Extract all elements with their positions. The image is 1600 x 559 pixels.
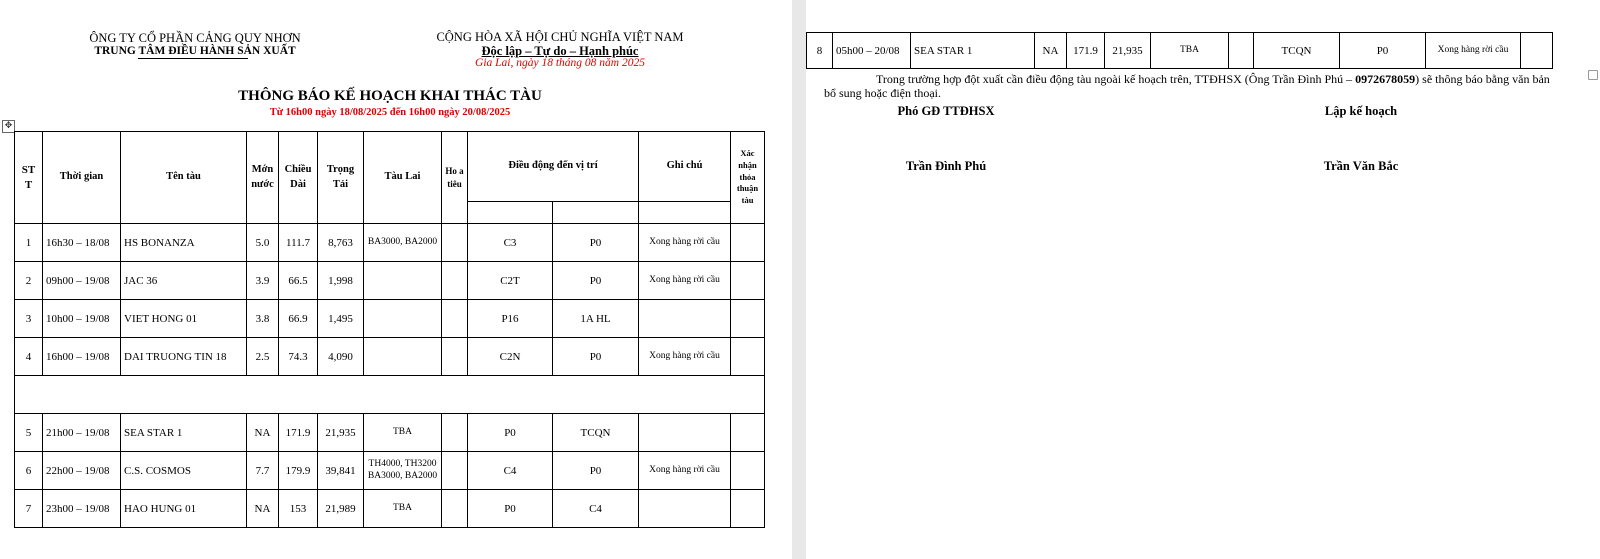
org-department: TRUNG TÂM ĐIỀU HÀNH SẢN XUẤT <box>94 45 296 57</box>
cell-tug: BA3000, BA2000 <box>364 224 442 262</box>
cell-time: 10h00 – 19/08 <box>43 300 121 338</box>
cell-length: 171.9 <box>1067 33 1105 69</box>
table-move-handle-icon[interactable]: ✥ <box>2 120 15 133</box>
table-row <box>15 414 765 452</box>
cell-from: P16 <box>468 300 553 338</box>
cell-from: C2T <box>468 262 553 300</box>
cell-draft: NA <box>247 490 279 528</box>
cell-stt: 3 <box>15 300 43 338</box>
cell-time: 09h00 – 19/08 <box>43 262 121 300</box>
subheader-from <box>468 202 553 224</box>
col-vessel: Tên tàu <box>121 132 247 224</box>
cell-tug: TBA <box>1151 33 1229 69</box>
cell-vessel: C.S. COSMOS <box>121 452 247 490</box>
cell-pilot <box>442 262 468 300</box>
table-row <box>15 224 765 262</box>
cell-note: Xong hàng rời cầu <box>639 224 731 262</box>
cell-confirm <box>1521 33 1553 69</box>
cell-length: 153 <box>279 490 318 528</box>
cell-stt: 1 <box>15 224 43 262</box>
cell-to: P0 <box>553 452 639 490</box>
cell-stt: 6 <box>15 452 43 490</box>
cell-dwt: 21,935 <box>1105 33 1151 69</box>
document-title: THÔNG BÁO KẾ HOẠCH KHAI THÁC TÀU <box>238 88 542 104</box>
cell-confirm <box>731 262 765 300</box>
cell-confirm <box>731 224 765 262</box>
blank-separator-cell <box>15 376 765 414</box>
footer-note-text-before: Trong trường hợp đột xuất cần điều động tàu ngoài kế hoạch trên, TTĐHSX (Ông Trần Đình Phú – <box>876 72 1356 86</box>
cell-to: P0 <box>553 262 639 300</box>
table-row <box>15 262 765 300</box>
document-subtitle: Từ 16h00 ngày 18/08/2025 đến 16h00 ngày 20/08/2025 <box>269 107 511 118</box>
cell-length: 171.9 <box>279 414 318 452</box>
cell-pilot <box>442 300 468 338</box>
cell-vessel: JAC 36 <box>121 262 247 300</box>
cell-time: 23h00 – 19/08 <box>43 490 121 528</box>
cell-vessel: HS BONANZA <box>121 224 247 262</box>
cell-stt: 8 <box>807 33 833 69</box>
cell-to: P0 <box>1340 33 1426 69</box>
footer-note-text-after: ) sẽ thông báo bằng văn bản bổ sung hoặc điện thoại. <box>824 72 1550 101</box>
col-tug: Tàu Lai <box>364 132 442 224</box>
cell-draft: 3.9 <box>247 262 279 300</box>
col-dwt: Trọng Tải <box>318 132 364 224</box>
cell-note: Xong hàng rời cầu <box>639 262 731 300</box>
cell-confirm <box>731 490 765 528</box>
cell-note: Xong hàng rời cầu <box>639 452 731 490</box>
cell-dwt: 21,935 <box>318 414 364 452</box>
cell-time: 16h30 – 18/08 <box>43 224 121 262</box>
cell-time: 21h00 – 19/08 <box>43 414 121 452</box>
cell-confirm <box>731 414 765 452</box>
schedule-table-continued <box>806 32 1553 69</box>
table-row <box>15 452 765 490</box>
cell-from: P0 <box>468 490 553 528</box>
cell-tug: TBA <box>364 490 442 528</box>
table-row-blank <box>15 376 765 414</box>
cell-draft: NA <box>1035 33 1067 69</box>
cell-time: 22h00 – 19/08 <box>43 452 121 490</box>
cell-draft: NA <box>247 414 279 452</box>
cell-dwt: 21,989 <box>318 490 364 528</box>
cell-vessel: HAO HUNG 01 <box>121 490 247 528</box>
cell-length: 111.7 <box>279 224 318 262</box>
table-row <box>15 300 765 338</box>
cell-draft: 5.0 <box>247 224 279 262</box>
nation-title: CỘNG HÒA XÃ HỘI CHỦ NGHĨA VIỆT NAM <box>436 30 684 44</box>
table-row <box>15 338 765 376</box>
cell-draft: 3.8 <box>247 300 279 338</box>
cell-dwt: 4,090 <box>318 338 364 376</box>
cell-time: 05h00 – 20/08 <box>833 33 911 69</box>
cell-pilot <box>442 338 468 376</box>
cell-to: 1A HL <box>553 300 639 338</box>
document-page-1 <box>0 0 792 559</box>
col-time: Thời gian <box>43 132 121 224</box>
footer-note-phone: 0972678059 <box>1355 72 1416 86</box>
signature-right-title: Lập kế hoạch <box>1324 104 1398 118</box>
col-pilot: Ho a tiêu <box>442 132 468 224</box>
cell-tug <box>364 338 442 376</box>
cell-note <box>639 300 731 338</box>
cell-to: TCQN <box>553 414 639 452</box>
cell-vessel: SEA STAR 1 <box>911 33 1035 69</box>
nation-motto: Độc lập – Tự do – Hạnh phúc <box>481 44 639 58</box>
cell-draft: 2.5 <box>247 338 279 376</box>
cell-length: 179.9 <box>279 452 318 490</box>
cell-tug <box>364 262 442 300</box>
cell-draft: 7.7 <box>247 452 279 490</box>
cell-to: P0 <box>553 224 639 262</box>
col-note: Ghi chú <box>639 132 731 202</box>
cell-length: 74.3 <box>279 338 318 376</box>
subheader-to <box>553 202 639 224</box>
col-move-to: Điều động đến vị trí <box>468 132 639 202</box>
cell-vessel: VIET HONG 01 <box>121 300 247 338</box>
signature-right-name: Trần Văn Bắc <box>1323 159 1399 173</box>
signature-left-title: Phó GĐ TTĐHSX <box>897 104 995 118</box>
cell-dwt: 39,841 <box>318 452 364 490</box>
cell-confirm <box>731 452 765 490</box>
table-resize-handle-icon[interactable] <box>1588 70 1598 80</box>
cell-note <box>639 490 731 528</box>
cell-pilot <box>1229 33 1254 69</box>
cell-pilot <box>442 490 468 528</box>
cell-from: C4 <box>468 452 553 490</box>
cell-vessel: SEA STAR 1 <box>121 414 247 452</box>
org-name: ÔNG TY CỔ PHẦN CẢNG QUY NHƠN <box>89 31 301 45</box>
cell-pilot <box>442 452 468 490</box>
cell-confirm <box>731 300 765 338</box>
table-header-row <box>15 132 765 202</box>
cell-pilot <box>442 224 468 262</box>
footer-note <box>824 72 1559 101</box>
cell-to: P0 <box>553 338 639 376</box>
cell-from: C3 <box>468 224 553 262</box>
cell-tug: TH4000, TH3200 BA3000, BA2000 <box>364 452 442 490</box>
cell-pilot <box>442 414 468 452</box>
table-row <box>807 33 1553 69</box>
cell-stt: 2 <box>15 262 43 300</box>
col-length: Chiều Dài <box>279 132 318 224</box>
cell-dwt: 1,495 <box>318 300 364 338</box>
col-draft: Mớn nước <box>247 132 279 224</box>
cell-note: Xong hàng rời cầu <box>639 338 731 376</box>
cell-from: C2N <box>468 338 553 376</box>
cell-to: C4 <box>553 490 639 528</box>
cell-tug: TBA <box>364 414 442 452</box>
col-stt: ST T <box>15 132 43 224</box>
cell-time: 16h00 – 19/08 <box>43 338 121 376</box>
cell-length: 66.9 <box>279 300 318 338</box>
cell-dwt: 1,998 <box>318 262 364 300</box>
cell-from: TCQN <box>1254 33 1340 69</box>
cell-from: P0 <box>468 414 553 452</box>
cell-tug <box>364 300 442 338</box>
cell-vessel: DAI TRUONG TIN 18 <box>121 338 247 376</box>
col-confirm: Xác nhận thỏa thuận tàu <box>731 132 765 224</box>
subheader-note <box>639 202 731 224</box>
cell-stt: 5 <box>15 414 43 452</box>
table-row <box>15 490 765 528</box>
cell-dwt: 8,763 <box>318 224 364 262</box>
document-page-2 <box>806 0 1600 559</box>
cell-stt: 7 <box>15 490 43 528</box>
cell-note <box>639 414 731 452</box>
cell-note: Xong hàng rời cầu <box>1426 33 1521 69</box>
signature-left-name: Trần Đình Phú <box>905 159 987 173</box>
org-underline <box>138 58 248 59</box>
schedule-table <box>14 131 765 528</box>
document-date: Gia Lai, ngày 18 tháng 08 năm 2025 <box>475 57 645 69</box>
cell-confirm <box>731 338 765 376</box>
cell-stt: 4 <box>15 338 43 376</box>
cell-length: 66.5 <box>279 262 318 300</box>
